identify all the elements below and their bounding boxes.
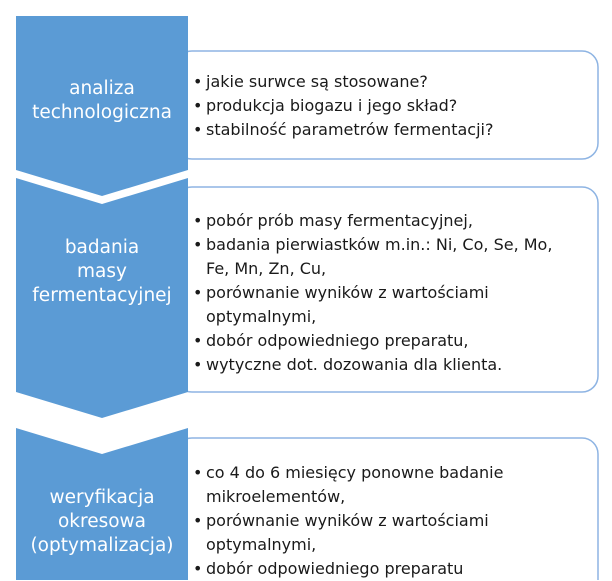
list-item: • badania pierwiastków m.in.: Ni, Co, Se, Mo, Fe, Mn, Zn, Cu, (192, 233, 602, 281)
step-2-label (16, 236, 188, 308)
list-item: • wytyczne dot. dozowania dla klienta. (192, 353, 602, 377)
list-item: • porównanie wyników z wartościami optymalnymi, (192, 281, 602, 329)
list-item: • pobór prób masy fermentacyjnej, (192, 209, 602, 233)
step-3-label-line: (optymalizacja) (30, 535, 174, 556)
list-item: • dobór odpowiedniego preparatu (192, 557, 602, 581)
step-2-details (192, 209, 602, 377)
step-1-list (192, 70, 602, 142)
list-item: • dobór odpowiedniego preparatu, (192, 329, 602, 353)
step-3-label-line: weryfikacja (49, 487, 155, 508)
step-2-label-line: masy (77, 261, 127, 282)
list-item: • produkcja biogazu i jego skład? (192, 94, 602, 118)
list-item: • jakie surwce są stosowane? (192, 70, 602, 94)
step-3-label (16, 486, 188, 558)
step-2-label-line: fermentacyjnej (32, 285, 172, 306)
list-item: • co 4 do 6 miesięcy ponowne badanie mikroelementów, (192, 461, 602, 509)
step-1-details (192, 70, 602, 142)
step-2-list (192, 209, 602, 377)
step-1-label-line: technologiczna (32, 102, 172, 123)
step-3-details (192, 461, 602, 581)
step-3-label-line: okresowa (57, 511, 147, 532)
step-1-label (16, 77, 188, 125)
list-item: • porównanie wyników z wartościami optymalnymi, (192, 509, 602, 557)
step-1-label-line: analiza (69, 78, 135, 99)
list-item: • stabilność parametrów fermentacji? (192, 118, 602, 142)
step-3-list (192, 461, 602, 581)
step-2-label-line: badania (64, 237, 140, 258)
